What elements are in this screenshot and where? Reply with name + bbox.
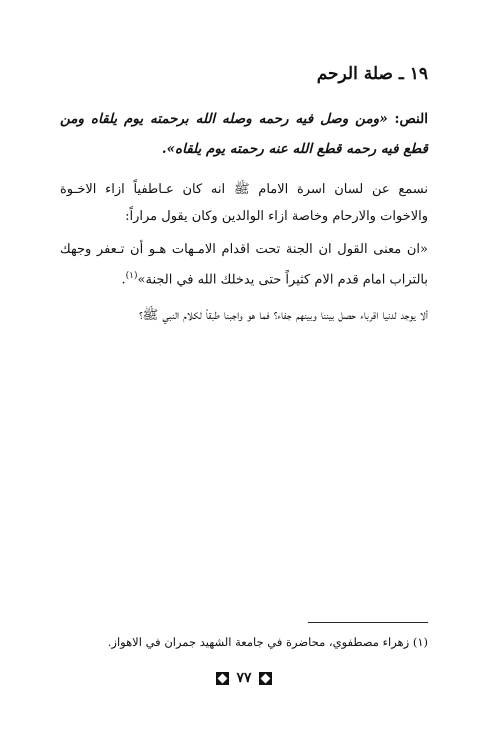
mothers-quote: «ان معنى القول ان الجنة تحت اقدام الامـهات هـو أن تـعفر وجهك بالتراب امام قدم الام كثيراً حتى يدخلك الله في الجنة» [60,242,428,288]
page-number-footer [0,670,488,686]
quoted-text-paragraph [60,104,428,164]
body-paragraph-1: نسمع عن لسان اسرة الامام ﷺ انه كان عـاطفياً ازاء الاخـوة والاخوات والارحام وخاصة ازاء الوالدين وكان يقول مراراً: [60,182,428,224]
body-paragraph-2: «ان معنى القول ان الجنة تحت اقدام الامـهات هـو أن تـعفر وجهك بالتراب امام قدم الام كثيراً حتى يدخلك الله في الجنة»$^{(١)}$. [60,242,428,288]
footnote-reference: (١) [125,271,138,281]
page-number: ٧٧ [236,670,252,686]
text-label: النص: [394,111,428,127]
ornament-icon [259,672,272,685]
body-paragraph-3: ألا يوجد لدنيا اقرباء حصل بيننا وبينهم جفاء؟ فما هو واجبنا طبقاً لكلام النبي ﷺ؟ [138,308,428,323]
footnote-divider [308,622,428,623]
section-heading: ١٩ ـ صلة الرحم [316,64,428,84]
quoted-text: «ومن وصل فيه رحمه وصله الله برحمته يوم يلقاه ومن قطع فيه رحمه قطع الله عنه رحمته يوم يلقاه». [60,111,428,157]
ornament-icon [216,672,229,685]
footnote: (١) زهراء مصطفوي، محاضرة في جامعة الشهيد جمران في الاهواز. [107,635,428,649]
